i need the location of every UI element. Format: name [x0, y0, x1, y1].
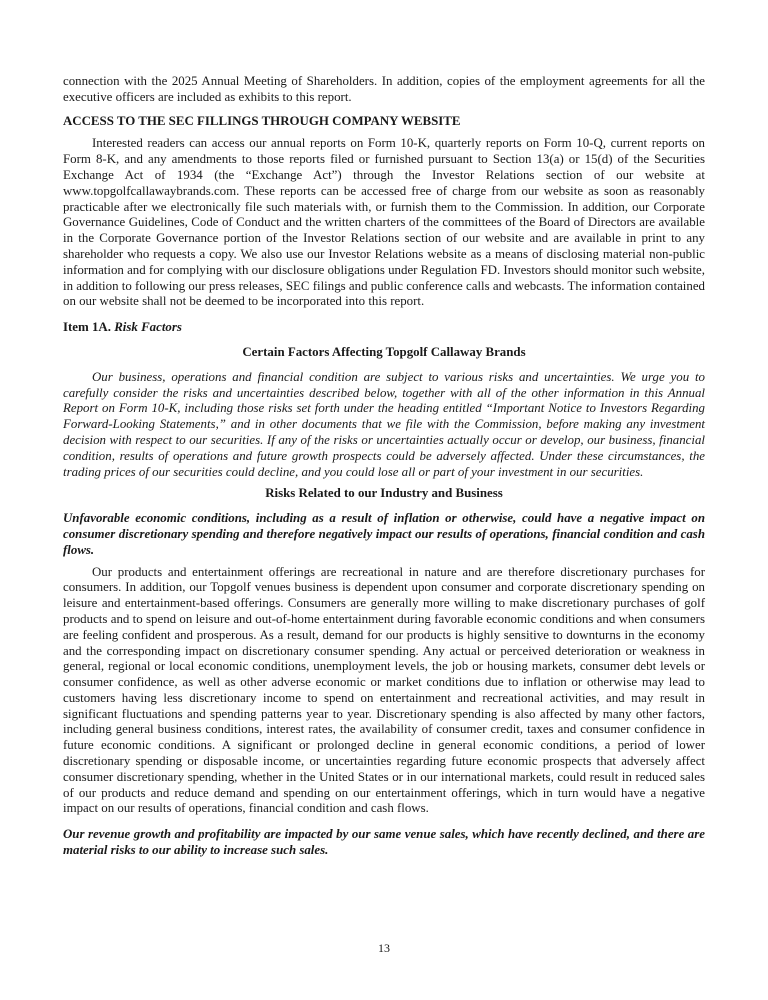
risks-related-heading: Risks Related to our Industry and Business — [265, 486, 503, 501]
item-1a-heading — [63, 320, 705, 336]
item-1a-title: Risk Factors — [114, 320, 182, 335]
document-content — [63, 74, 705, 859]
risk-factor-1-paragraph: Our products and entertainment offerings are recreational in nature and are therefore discretionary purchases for consumers. In addition, our Topgolf venues business is dependent upon consumer and corporate discretionary spending on leisure and entertainment-based offerings. Consumers are generally more willing to make discretionary purchases of golf products and to spend on leisure and out-of-home entertainment during favorable economic conditions and when consumers are feeling confident and prosperous. As a result, demand for our products is highly sensitive to downturns in the economy and the corresponding impact on discretionary consumer spending. Any actual or perceived deterioration or weakness in general, regional or local economic conditions, unemployment levels, the job or housing markets, consumer debt levels or consumer confidence, as well as other adverse economic or market conditions due to inflation or otherwise may lead to customers having less discretionary income to spend on entertainment and recreational activities, and may result in significant fluctuations and spending patterns year to year. Discretionary spending is also affected by many other factors, including general business conditions, interest rates, the availability of consumer credit, taxes and consumer confidence in future economic conditions. A significant or prolonged decline in general economic conditions, a period of lower discretionary spending or disposable income, or uncertainties regarding future economic prospects that adversely affect consumer discretionary spending, whether in the United States or in our international markets, could result in reduced sales of our products and reduce demand and spending on our entertainment offerings, which in turn would have a negative impact on our results of operations, financial condition and cash flows. — [63, 564, 705, 816]
risk-factor-2-heading: Our revenue growth and profitability are impacted by our same venue sales, which have recently declined, and there are material risks to our ability to increase such sales. — [63, 827, 705, 858]
certain-factors-heading: Certain Factors Affecting Topgolf Callaway Brands — [242, 344, 526, 359]
sec-access-paragraph: Interested readers can access our annual reports on Form 10-K, quarterly reports on Form 10-Q, current reports on Form 8-K, and any amendments to those reports filed or furnished pursuant to Section 13(a) or 15(d) of the Securities Exchange Act of 1934 (the “Exchange Act”) through the Investor Relations section of our website at www.topgolfcallawaybrands.com. These reports can be accessed free of charge from our website as soon as reasonably practicable after we electronically file such materials with, or furnish them to the Commission. In addition, our Corporate Governance Guidelines, Code of Conduct and the written charters of the committees of the Board of Directors are available in the Corporate Governance portion of the Investor Relations section of our website and are available in print to any shareholder who requests a copy. We also use our Investor Relations website as a means of disclosing material non-public information and for complying with our disclosure obligations under Regulation FD. Investors should monitor such website, in addition to following our press releases, SEC filings and public conference calls and webcasts. The information contained on our website shall not be deemed to be incorporated into this report. — [63, 136, 705, 309]
page-number: 13 — [378, 941, 390, 955]
item-1a-label: Item 1A. — [63, 320, 115, 335]
risk-intro-paragraph: Our business, operations and financial condition are subject to various risks and uncertainties. We urge you to carefully consider the risks and uncertainties described below, together with all of the other information in this Annual Report on Form 10-K, including those risks set forth under the heading entitled “Important Notice to Investors Regarding Forward-Looking Statements,” and in other documents that we file with the Commission, before making any investment decision with respect to our securities. If any of the risks or uncertainties actually occur or develop, our business, financial condition, results of operations and future growth prospects could be adversely affected. Under these circumstances, the trading prices of our securities could decline, and you could lose all or part of your investment in our securities. — [63, 369, 705, 479]
sec-access-heading: ACCESS TO THE SEC FILLINGS THROUGH COMPANY WEBSITE — [63, 113, 461, 128]
intro-continuation-paragraph: connection with the 2025 Annual Meeting of Shareholders. In addition, copies of the employment agreements for all the executive officers are included as exhibits to this report. — [63, 74, 705, 104]
risk-factor-1-heading: Unfavorable economic conditions, including as a result of inflation or otherwise, could have a negative impact on consumer discretionary spending and therefore negatively impact our results of operations, financial condition and cash flows. — [63, 511, 705, 557]
